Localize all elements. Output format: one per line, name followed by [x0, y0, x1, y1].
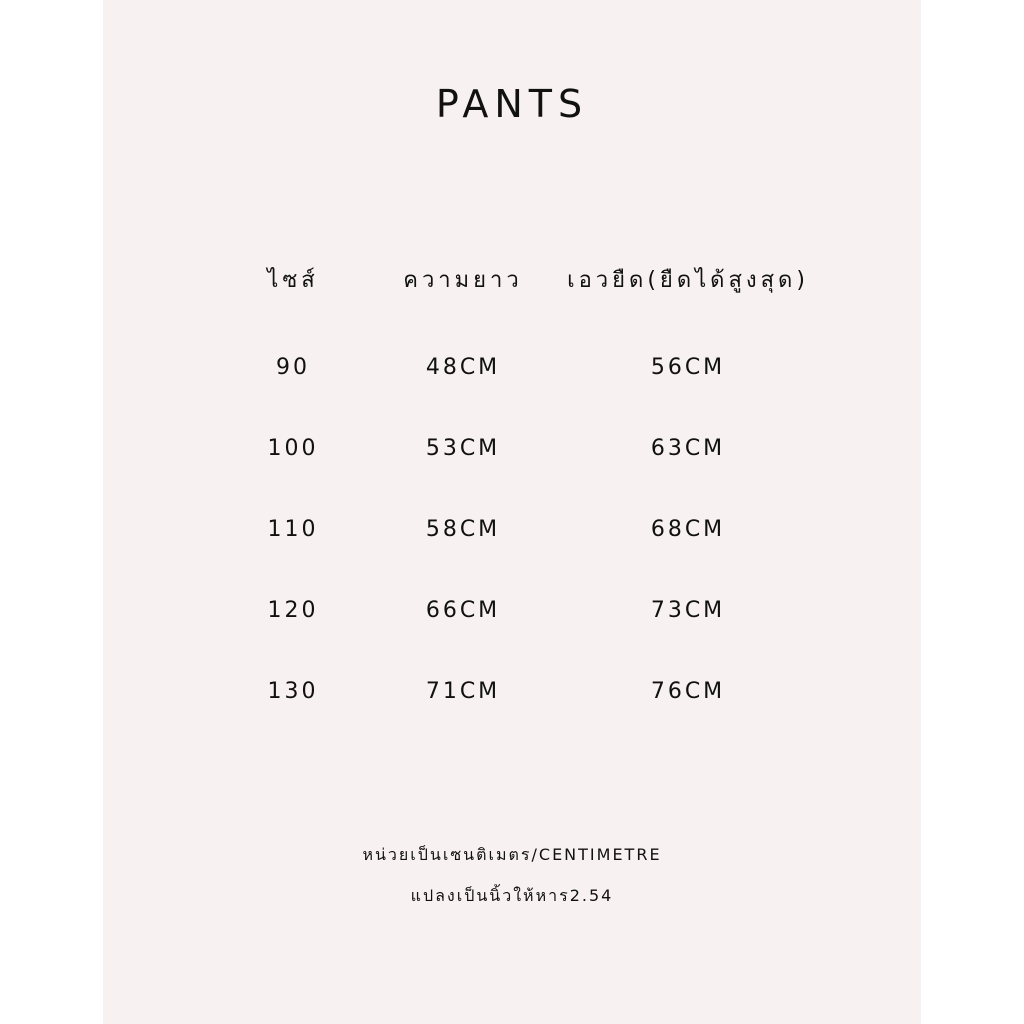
length-cell: 71CM — [425, 679, 501, 704]
length-cell: 48CM — [425, 355, 501, 380]
size-chart-card — [103, 0, 921, 1024]
size-cell: 130 — [267, 679, 319, 704]
waist-cell: 73CM — [650, 598, 726, 623]
header-waist: เอวยืด(ยืดได้สูงสุด) — [567, 268, 809, 293]
waist-cell: 63CM — [650, 436, 726, 461]
unit-note: หน่วยเป็นเซนติเมตร/CENTIMETRE — [362, 845, 662, 864]
waist-cell: 68CM — [650, 517, 726, 542]
length-cell: 66CM — [425, 598, 501, 623]
waist-cell: 76CM — [650, 679, 726, 704]
size-cell: 120 — [267, 598, 319, 623]
length-cell: 53CM — [425, 436, 501, 461]
chart-title: PANTS — [435, 82, 589, 126]
size-cell: 100 — [267, 436, 319, 461]
header-length: ความยาว — [403, 268, 523, 293]
waist-cell: 56CM — [650, 355, 726, 380]
header-size: ไซส์ — [267, 268, 319, 293]
length-cell: 58CM — [425, 517, 501, 542]
size-cell: 110 — [267, 517, 319, 542]
size-cell: 90 — [276, 355, 310, 380]
conversion-note: แปลงเป็นนิ้วให้หาร2.54 — [410, 886, 614, 905]
